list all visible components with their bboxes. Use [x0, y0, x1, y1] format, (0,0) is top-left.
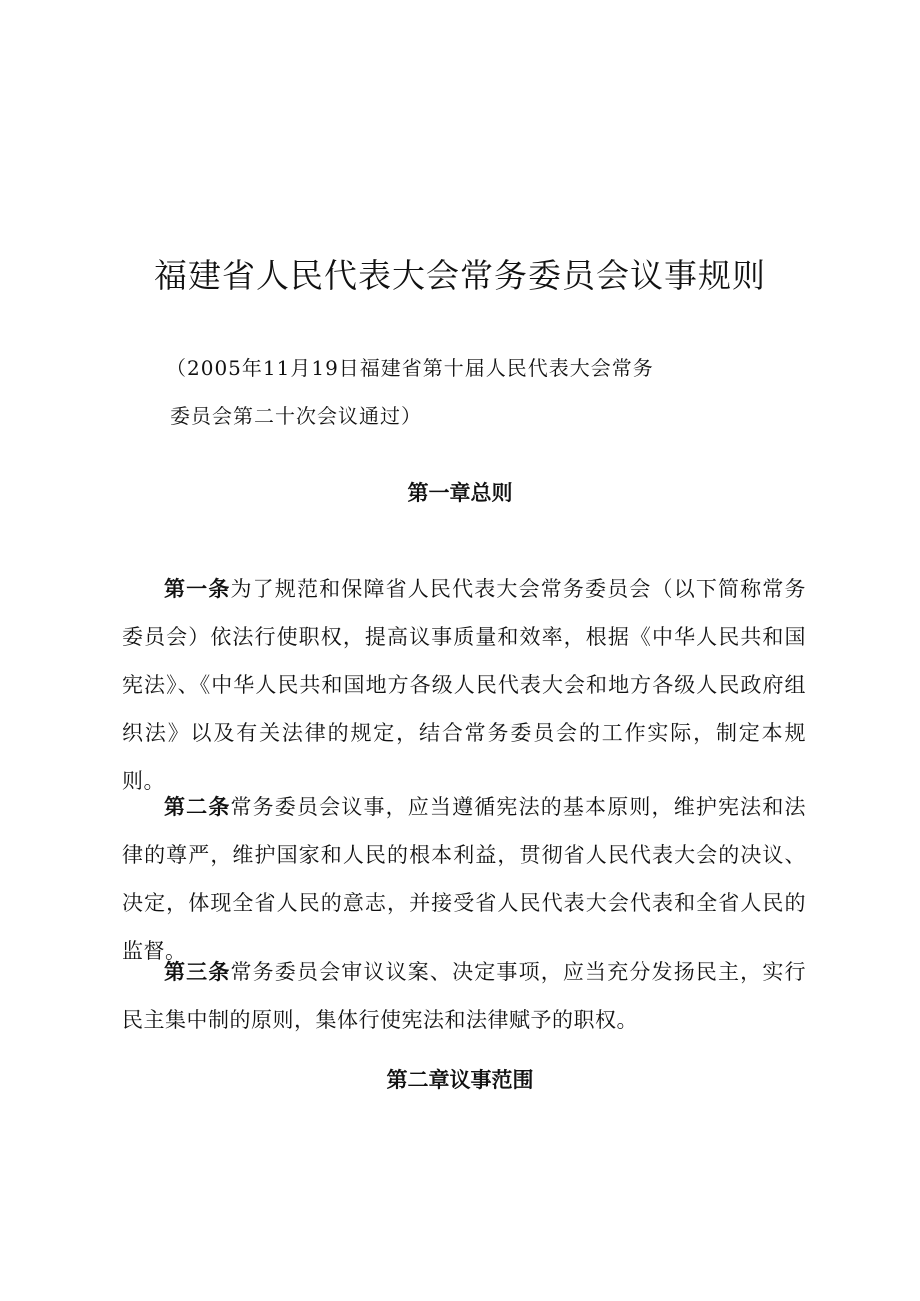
article-1 — [122, 565, 806, 805]
adoption-note-line-2: 委员会第二十次会议通过） — [170, 404, 422, 428]
article-1-text: 为了规范和保障省人民代表大会常务委员会（以下简称常务委员会）依法行使职权，提高议事质量和效率，根据《中华人民共和国宪法》、《中华人民共和国地方各级人民代表大会和地方各级人民政府组织法》以及有关法律的规定，结合常务委员会的工作实际，制定本规则。 — [122, 577, 806, 793]
document-title: 福建省人民代表大会常务委员会议事规则 — [154, 256, 766, 295]
article-3-text: 常务委员会审议议案、决定事项，应当充分发扬民主，实行民主集中制的原则，集体行使宪法和法律赋予的职权。 — [122, 960, 806, 1032]
article-3 — [122, 948, 806, 1044]
chapter-heading-2: 第二章议事范围 — [386, 1068, 534, 1092]
adoption-note — [166, 344, 806, 440]
article-1-label: 第一条 — [164, 577, 231, 601]
article-2-label: 第二条 — [164, 795, 231, 819]
article-2 — [122, 783, 806, 975]
adoption-note-line-1: （2005年11月19日福建省第十届人民代表大会常务 — [166, 356, 654, 380]
chapter-heading-1: 第一章总则 — [407, 481, 513, 505]
article-3-label: 第三条 — [164, 960, 231, 984]
article-2-text: 常务委员会议事，应当遵循宪法的基本原则，维护宪法和法律的尊严，维护国家和人民的根本利益，贯彻省人民代表大会的决议、决定，体现全省人民的意志，并接受省人民代表大会代表和全省人民的监督。 — [122, 795, 806, 963]
